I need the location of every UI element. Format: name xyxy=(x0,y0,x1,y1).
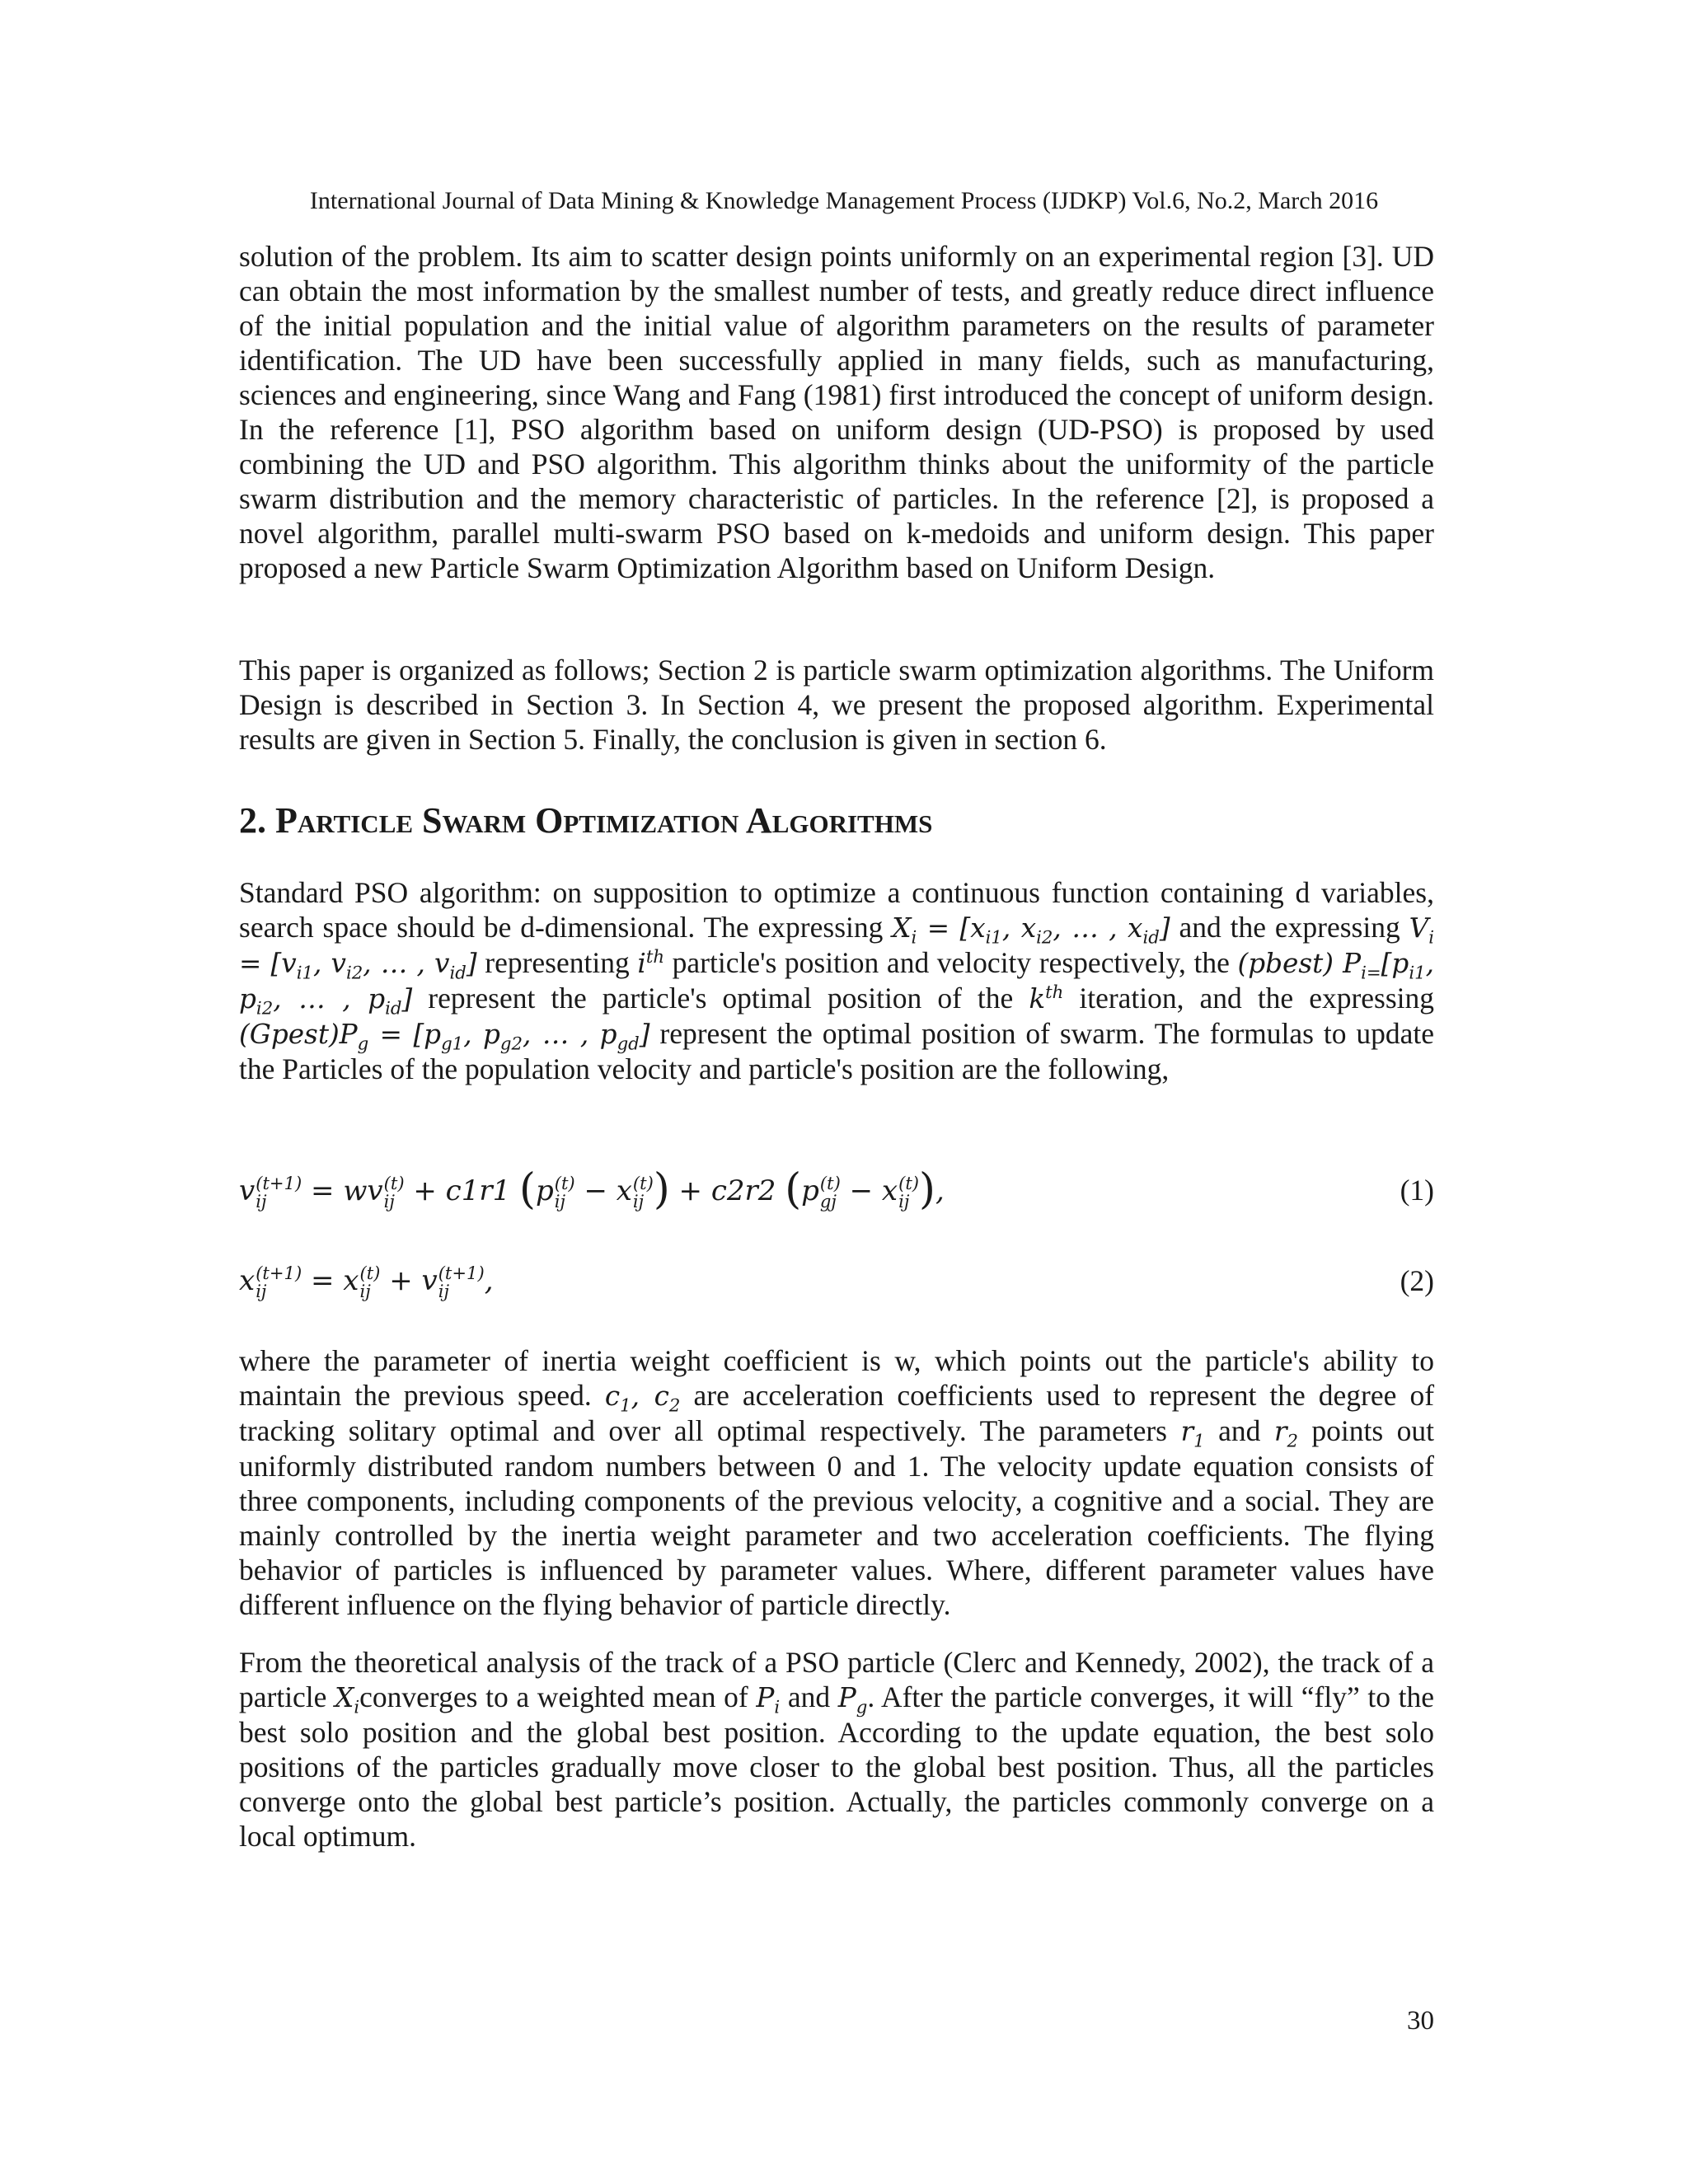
equation-2-number: (2) xyxy=(1400,1264,1434,1297)
equation-2-formula: x (t+1) ij = x (t) ij + v (t+1) ij , xyxy=(239,1262,494,1301)
text-span: Standard PSO algorithm: on supposition to optimize a continuous function containing d variables, search space should be d-dimensional. The expressing xyxy=(239,876,1434,944)
page-number: 30 xyxy=(1407,2006,1434,2036)
section-heading xyxy=(239,799,932,842)
velocity-vector-formula: $V_i = [v_{i1}$, $v_{i2}$, … , $v_{id}$] xyxy=(239,912,1434,984)
kth-symbol: $k^{th}$ xyxy=(1029,982,1064,1015)
paragraph-intro-continued: solution of the problem. Its aim to scatter design points uniformly on an experimental region [3]. UD can obtain the most information by the smallest number of tests, and greatly reduce direct influence of the initial population and the initial value of algorithm parameters on the results of parameter identification. The UD have been successfully applied in many fields, such as manufacturing, sciences and engineering, since Wang and Fang (1981) first introduced the concept of uniform design. In the reference [1], PSO algorithm based on uniform design (UD-PSO) is proposed by used combining the UD and PSO algorithm. This algorithm thinks about the uniformity of the particle swarm distribution and the memory characteristic of particles. In the reference [2], is proposed a novel algorithm, parallel multi-swarm PSO based on k-medoids and uniform design. This paper proposed a new Particle Swarm Optimization Algorithm based on Uniform Design. xyxy=(239,240,1434,584)
text-span: and the expressing xyxy=(1179,911,1400,944)
xi-symbol: $X_i$ xyxy=(335,1682,360,1718)
section-number: 2. xyxy=(239,800,266,841)
paragraph-parameters xyxy=(239,1343,1434,1622)
text-span: iteration, and the expressing xyxy=(1079,982,1435,1015)
equation-1-formula: v (t+1) ij = wv (t) ij + c1r1 (p (t) ij − x (t) ij ) + c2r2 (p (t) gj − x (t) ij ), xyxy=(239,1165,945,1214)
position-vector-formula: $X_i = [x_{i1}$, $x_{i2}$, … , $x_{id}$] xyxy=(892,912,1170,949)
gpest-formula: $(Gpest)P_g = [p_{g1}$, $p_{g2}$, … , $p_{gd}$] xyxy=(239,1019,650,1055)
equation-1-number: (1) xyxy=(1400,1174,1434,1207)
text-span: are acceleration coefficients used to represent the degree of tracking solitary optimal and over all optimal respectively. The parameters xyxy=(239,1379,1435,1447)
pbest-formula: (pbest) $P_{i=}[p_{i1}$, $p_{i2}$, … , $p_{id}$] xyxy=(239,948,1435,1019)
text-span: converges to a weighted mean of xyxy=(359,1680,748,1713)
r2-symbol: $r_2$ xyxy=(1273,1416,1298,1452)
pg-symbol: $P_g$ xyxy=(837,1682,868,1718)
text-span: and xyxy=(1218,1414,1261,1447)
text-span: points out uniformly distributed random numbers between 0 and 1. The velocity update equation consists of three components, including components of the previous velocity, a cognitive and a social. They are mainly controlled by the inertia weight parameter and two acceleration coefficients. The flying behavior of particles is influenced by parameter values. Where, different parameter values have different influence on the flying behavior of particle directly. xyxy=(239,1414,1435,1621)
section-title: Particle Swarm Optimization Algorithms xyxy=(275,800,933,841)
text-span: and xyxy=(787,1680,831,1713)
journal-header: International Journal of Data Mining & Knowledge Management Process (IJDKP) Vol.6, No.2, March 2016 xyxy=(309,187,1379,214)
ith-symbol: $i^{th}$ xyxy=(637,947,665,979)
equation-velocity-update xyxy=(239,1160,1434,1220)
text-span: where the parameter of inertia weight coefficient is w, which points out the particle's ability to maintain the previous speed. xyxy=(239,1344,1434,1412)
text-span: From the theoretical analysis of the track of a PSO particle (Clerc and Kennedy, 2002), the track of a particle xyxy=(239,1646,1434,1713)
text-span: . After the particle converges, it will “fly” to the best solo position and the global best position. According to the update equation, the best solo positions of the particles gradually move closer to the global best position. Thus, all the particles converge onto the global best particle’s position. Actually, the particles commonly converge on a local optimum. xyxy=(239,1680,1435,1853)
text-span: represent the optimal position of swarm. The formulas to update the Particles of the population velocity and particle's position are the following, xyxy=(239,1017,1434,1085)
text-span: representing xyxy=(485,946,630,979)
pi-symbol: $P_i$ xyxy=(756,1682,781,1718)
equation-position-update xyxy=(239,1251,1434,1310)
r1-symbol: $r_1$ xyxy=(1180,1416,1205,1452)
text-span: particle's position and velocity respectively, the xyxy=(672,946,1230,979)
text-span: represent the particle's optimal position of the xyxy=(428,982,1014,1015)
c1-c2-symbols: $c_1$, $c_2$ xyxy=(604,1380,681,1417)
paragraph-organization: This paper is organized as follows; Section 2 is particle swarm optimization algorithms. The Uniform Design is described in Section 3. In Section 4, we present the proposed algorithm. Experimental results are given in Section 5. Finally, the conclusion is given in section 6. xyxy=(239,654,1434,756)
paragraph-standard-pso xyxy=(239,875,1434,1086)
paragraph-convergence xyxy=(239,1645,1434,1854)
